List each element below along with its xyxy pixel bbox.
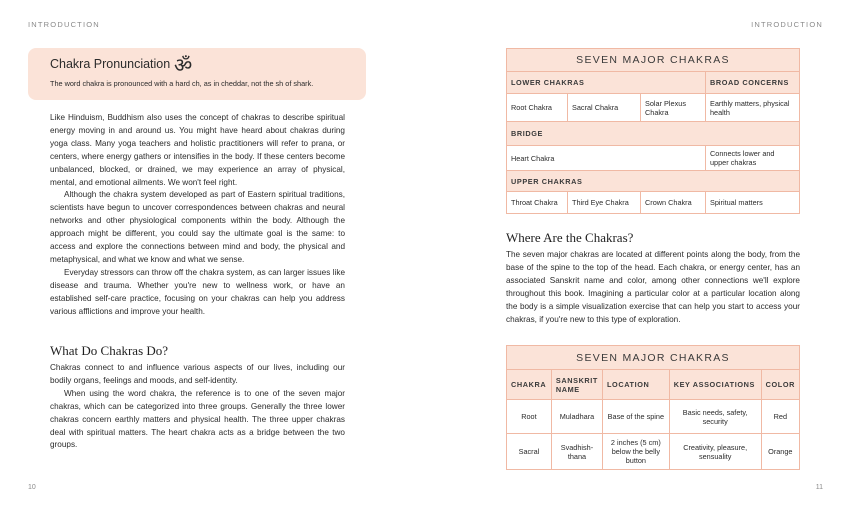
paragraph: Although the chakra system developed as part of Eastern spiritual traditions, scientists have begun to uncover correspondences between chakras and neural networks and other physiological components within the body. Although the approach might be different, you could say the ultimate goal is the same: to access and explore the connections between mind and body, the physical and metaphysical, and what we know and what we sense.	[50, 190, 345, 264]
table-title: SEVEN MAJOR CHAKRAS	[507, 346, 800, 370]
table-cell: Svadhish-thana	[551, 434, 602, 470]
table-cell: Muladhara	[551, 400, 602, 434]
chakra-groups-table	[506, 48, 800, 214]
column-header: KEY ASSOCIATIONS	[669, 370, 761, 400]
sidebar-text: The word chakra is pronounced with a hard ch, as in cheddar, not the sh of shark.	[50, 79, 314, 88]
table-cell: Root Chakra	[507, 94, 568, 122]
running-head: INTRODUCTION	[28, 20, 100, 29]
intro-body	[50, 112, 345, 319]
table-cell: Crown Chakra	[641, 192, 706, 214]
chakra-details-table	[506, 345, 800, 470]
page-number: 10	[28, 484, 36, 491]
table-cell: 2 inches (5 cm) below the belly button	[603, 434, 670, 470]
table-cell: Basic needs, safety, security	[669, 400, 761, 434]
section-heading: What Do Chakras Do?	[50, 343, 169, 358]
table-title: SEVEN MAJOR CHAKRAS	[507, 49, 800, 72]
column-header: COLOR	[761, 370, 799, 400]
section-body	[50, 362, 345, 452]
table-cell: Sacral	[507, 434, 552, 470]
paragraph: When using the word chakra, the reference is to one of the seven major chakras, which can be categorized into three groups. Generally the three lower chakras concern earthly matters and physical health. The three upper chakras deal with spiritual matters. The heart chakra acts as a bridge between the two groups.	[50, 388, 345, 450]
page-number: 11	[815, 484, 823, 491]
paragraph: Like Hinduism, Buddhism also uses the concept of chakras to describe spiritual energy moving in and around us. You might have heard about chakras during yoga class. Many yoga teachers and holistic practitioners will refer to prana, or centers, where energy gathers or intensifies in the body. If these centers become unbalanced, blocked, or drained, we may experience an array of physical, mental, and emotional ailments. We won't feel right.	[50, 113, 345, 187]
column-header: LOCATION	[603, 370, 670, 400]
table-cell: Third Eye Chakra	[568, 192, 641, 214]
broad-concerns-header: BROAD CONCERNS	[706, 72, 800, 94]
table-cell: Solar Plexus Chakra	[641, 94, 706, 122]
table-cell: Connects lower and upper chakras	[706, 146, 800, 171]
table-cell: Root	[507, 400, 552, 434]
table-cell: Heart Chakra	[507, 146, 706, 171]
bridge-header: BRIDGE	[507, 122, 800, 146]
sidebar-title: Chakra Pronunciation	[50, 57, 171, 71]
table-cell: Red	[761, 400, 799, 434]
column-header: SANSKRIT NAME	[551, 370, 602, 400]
paragraph: Everyday stressors can throw off the chakra system, as can larger issues like disease and trauma. Whether you're new to wellness work, or have an established self-care practice, focusing on your chakras can help you address various afflictions and improve your health.	[50, 267, 345, 316]
table-cell: Creativity, pleasure, sensuality	[669, 434, 761, 470]
section-body	[506, 249, 800, 326]
table-cell: Sacral Chakra	[568, 94, 641, 122]
paragraph: Chakras connect to and influence various aspects of our lives, including our bodily organs, feelings and moods, and self-identity.	[50, 363, 345, 385]
table-cell: Earthly matters, physical health	[706, 94, 800, 122]
om-icon: ॐ	[174, 53, 193, 77]
right-page	[427, 0, 854, 513]
table-cell: Spiritual matters	[706, 192, 800, 214]
upper-chakras-header: UPPER CHAKRAS	[507, 171, 800, 192]
pronunciation-sidebar	[28, 48, 366, 100]
table-cell: Throat Chakra	[507, 192, 568, 214]
lower-chakras-header: LOWER CHAKRAS	[507, 72, 706, 94]
table-cell: Orange	[761, 434, 799, 470]
table-row	[507, 434, 800, 470]
paragraph: The seven major chakras are located at different points along the body, from the base of the spine to the top of the head. Each chakra, or energy center, has an associated Sanskrit name and color, among other connections we'll explore throughout this book. Imagining a particular color at a particular location along the body is a simple visualization exercise that can help you start to access your chakras, if you're new to this type of exploration.	[506, 250, 800, 324]
table-cell: Base of the spine	[603, 400, 670, 434]
running-head: INTRODUCTION	[751, 20, 823, 29]
column-header: CHAKRA	[507, 370, 552, 400]
section-heading: Where Are the Chakras?	[506, 230, 634, 245]
table-row	[507, 400, 800, 434]
